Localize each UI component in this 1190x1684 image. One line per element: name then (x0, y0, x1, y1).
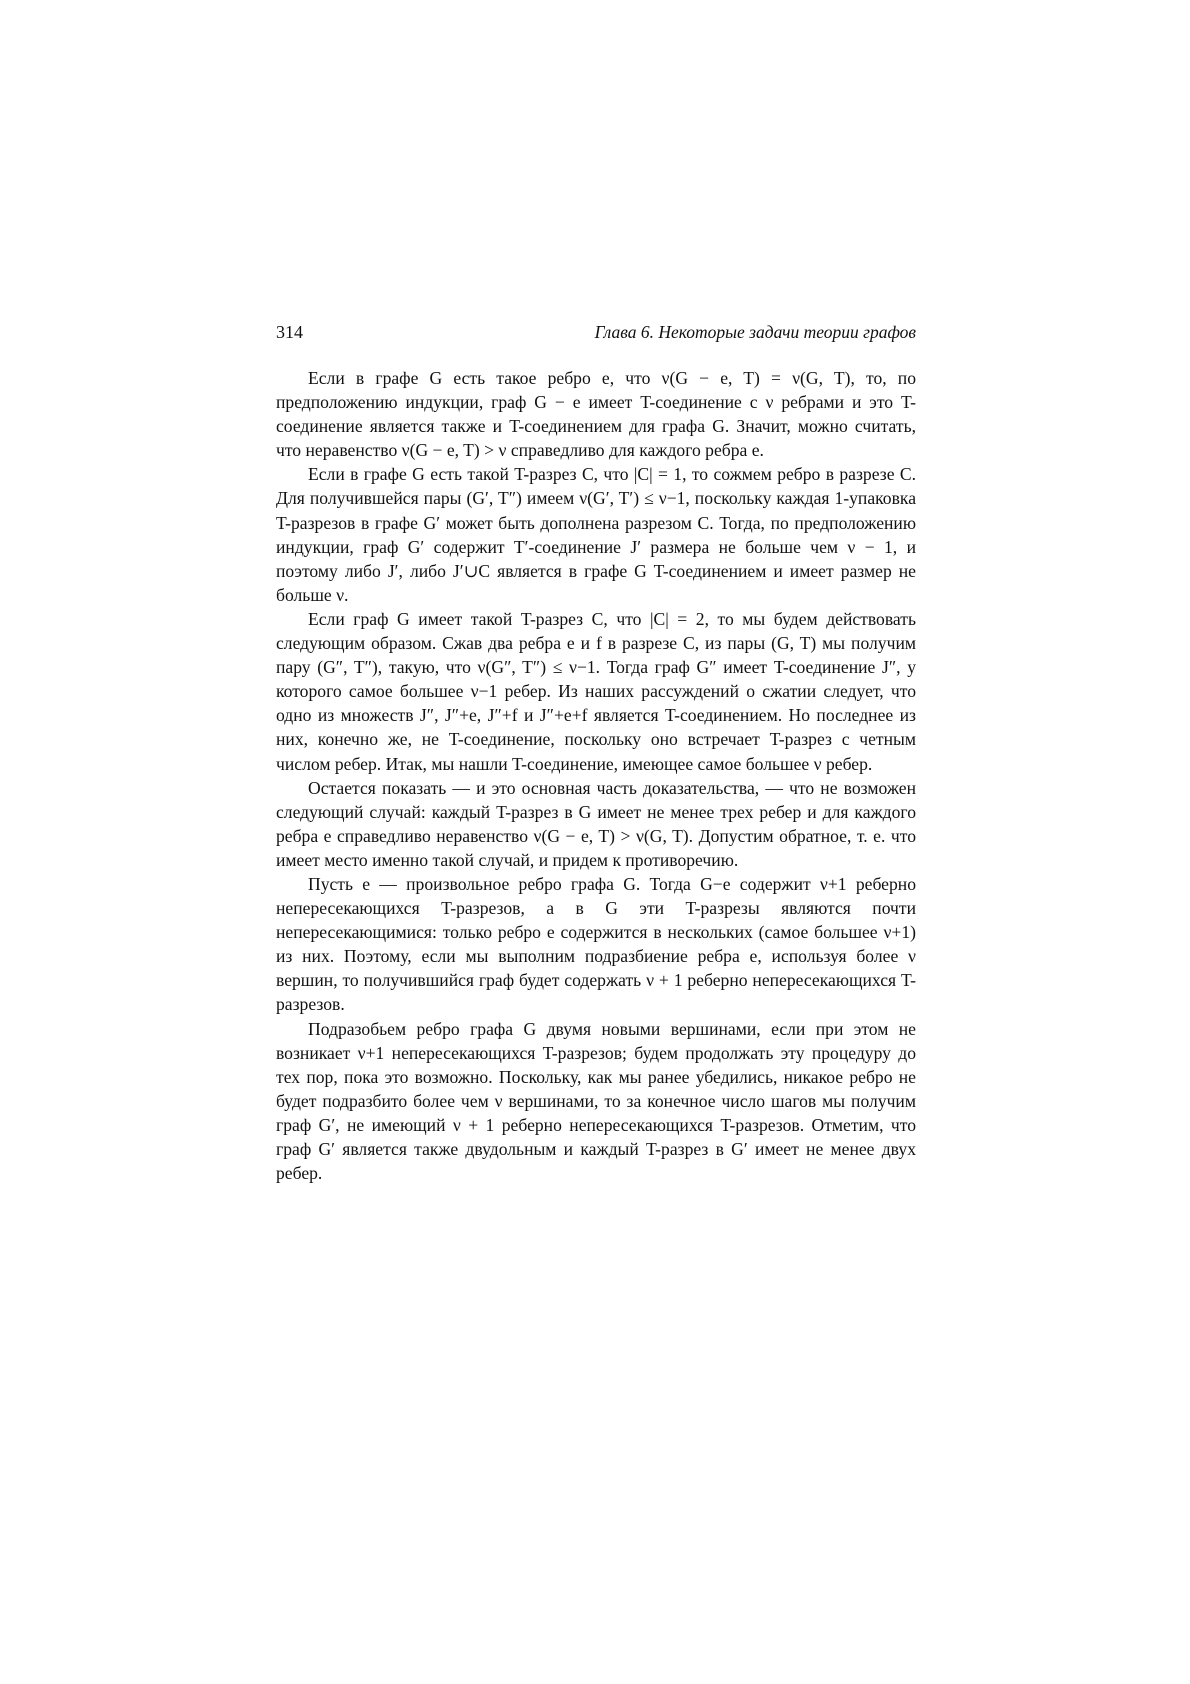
text-body (276, 366, 916, 1185)
paragraph-3: Если граф G имеет такой T-разрез C, что |C| = 2, то мы будем действовать следующим образом. Сжав два ребра e и f в разрезе C, из пары (G, T) мы получим пару (G″, T″), такую, что ν(G″, T″) ≤ ν−1. Тогда граф G″ имеет T-соединение J″, у которого самое большее ν−1 ребер. Из наших рассуждений о сжатии следует, что одно из множеств J″, J″+e, J″+f и J″+e+f является T-соединением. Но последнее из них, конечно же, не T-соединение, поскольку оно встречает T-разрез с четным числом ребер. Итак, мы нашли T-соединение, имеющее самое большее ν ребер. (276, 608, 916, 774)
paragraph-5: Пусть e — произвольное ребро графа G. Тогда G−e содержит ν+1 реберно непересекающихся T-разрезов, а в G эти T-разрезы являются почти непересекающимися: только ребро e содержится в нескольких (самое большее ν+1) из них. Поэтому, если мы выполним подразбиение ребра e, используя более ν вершин, то получившийся граф будет содержать ν + 1 реберно непересекающихся T-разрезов. (276, 873, 916, 1015)
paragraph-6: Подразобьем ребро графа G двумя новыми вершинами, если при этом не возникает ν+1 непересекающихся T-разрезов; будем продолжать эту процедуру до тех пор, пока это возможно. Поскольку, как мы ранее убедились, никакое ребро не будет подразбито более чем ν вершинами, то за конечное число шагов мы получим граф G′, не имеющий ν + 1 реберно непересекающихся T-разрезов. Отметим, что граф G′ является также двудольным и каждый T-разрез в G′ имеет не менее двух ребер. (276, 1018, 916, 1184)
chapter-title: Глава 6. Некоторые задачи теории графов (594, 322, 916, 342)
running-head (276, 320, 916, 344)
paragraph-1: Если в графе G есть такое ребро e, что ν(G − e, T) = ν(G, T), то, по предположению индукции, граф G − e имеет T-соединение с ν ребрами и это T-соединение является также и T-соединением для графа G. Значит, можно считать, что неравенство ν(G − e, T) > ν справедливо для каждого ребра e. (276, 368, 916, 461)
paragraph-4: Остается показать — и это основная часть доказательства, — что не возможен следующий случай: каждый T-разрез в G имеет не менее трех ребер и для каждого ребра e справедливо неравенство ν(G − e, T) > ν(G, T). Допустим обратное, т. е. что имеет место именно такой случай, и придем к противоречию. (276, 777, 916, 870)
page-number: 314 (276, 322, 303, 342)
book-page (276, 320, 916, 1185)
paragraph-2: Если в графе G есть такой T-разрез C, что |C| = 1, то сожмем ребро в разрезе C. Для получившейся пары (G′, T″) имеем ν(G′, T′) ≤ ν−1, поскольку каждая 1-упаковка T-разрезов в графе G′ может быть дополнена разрезом C. Тогда, по предположению индукции, граф G′ содержит T′-соединение J′ размера не больше чем ν − 1, и поэтому либо J′, либо J′∪C является в графе G T-соединением и имеет размер не больше ν. (276, 464, 916, 605)
